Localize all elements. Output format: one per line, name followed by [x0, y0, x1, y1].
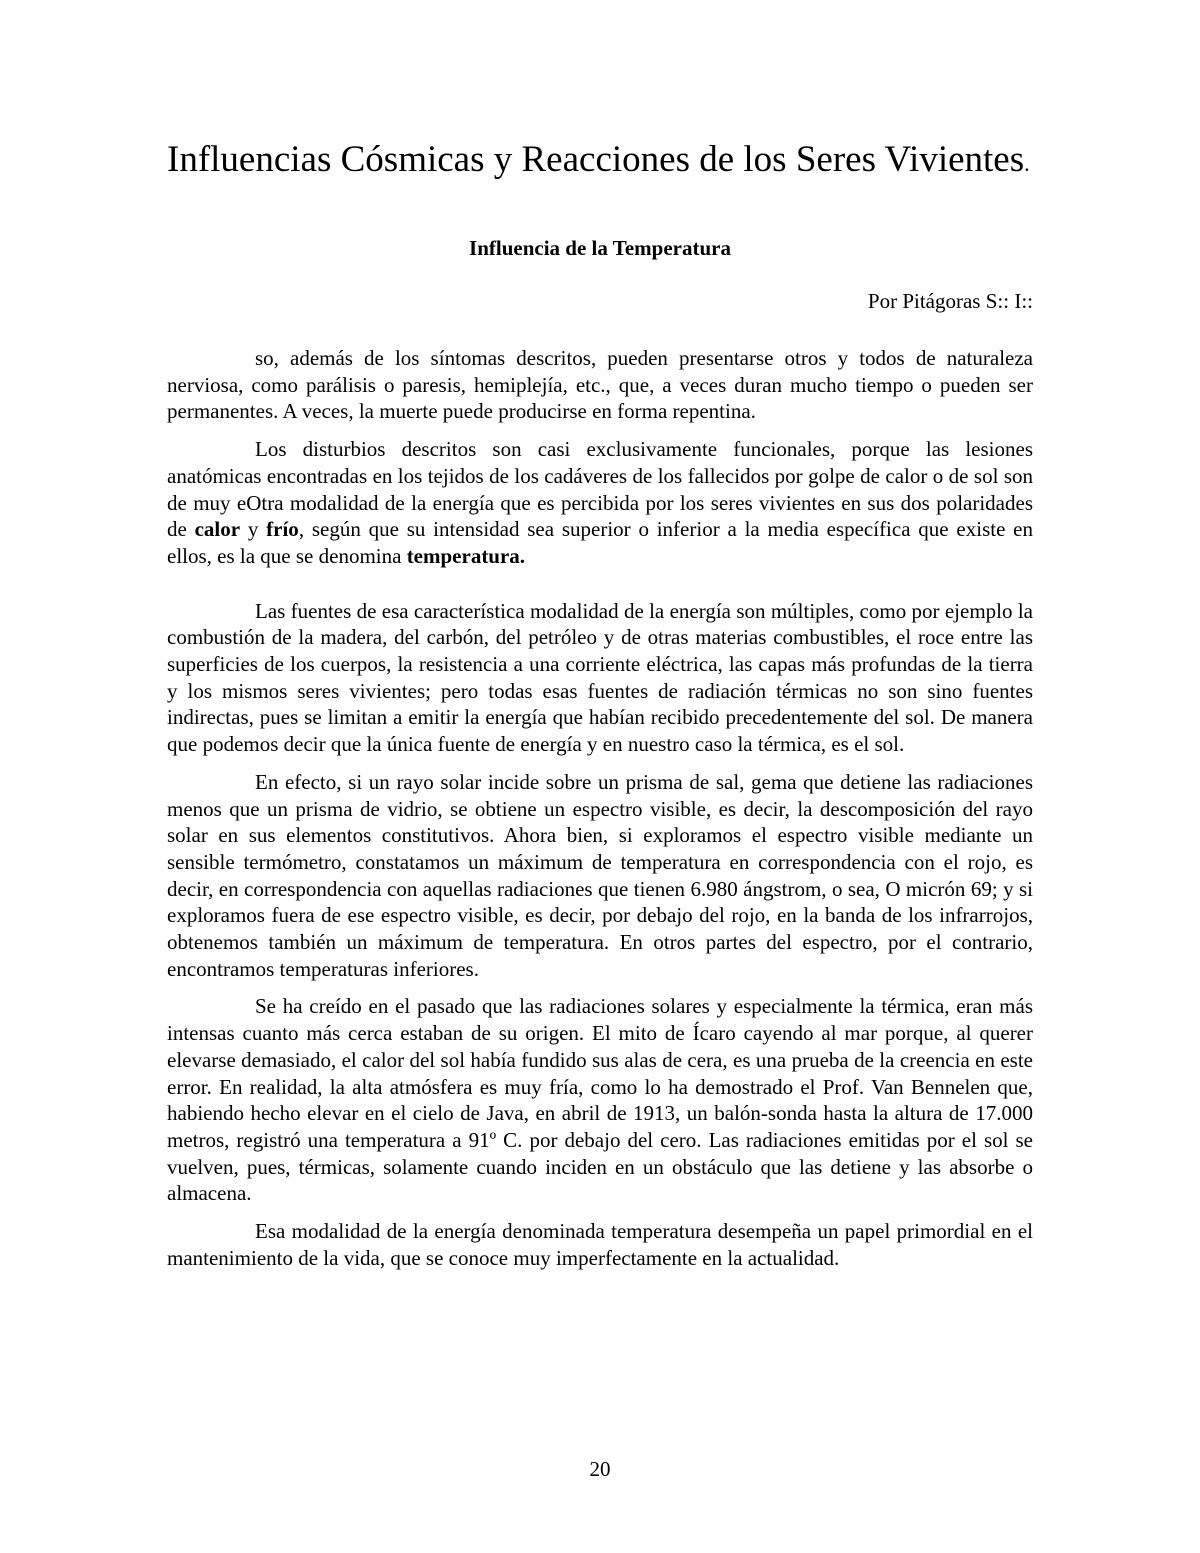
- paragraph-6: Esa modalidad de la energía denominada temperatura desempeña un papel primordial en el mantenimiento de la vida, que se conoce muy imperfectamente en la actualidad.: [167, 1219, 1033, 1270]
- paragraph-4: En efecto, si un rayo solar incide sobre un prisma de sal, gema que detiene las radiaciones menos que un prisma de vidrio, se obtiene un espectro visible, es decir, la descomposición del rayo solar en sus elementos constitutivos. Ahora bien, si exploramos el espectro visible mediante un sensible termómetro, constatamos un máximum de temperatura en correspondencia con el rojo, es decir, en correspondencia con aquellas radiaciones que tienen 6.980 ángstrom, o sea, O micrón 69; y si exploramos fuera de ese espectro visible, es decir, por debajo del rojo, en la banda de los infrarrojos, obtenemos también un máximum de temperatura. En otros partes del espectro, por el contrario, encontramos temperaturas inferiores.: [167, 769, 1033, 981]
- section-subtitle: Influencia de la Temperatura: [469, 236, 731, 260]
- article-body: [167, 345, 1033, 1283]
- paragraph-3: Las fuentes de esa característica modalidad de la energía son múltiples, como por ejemplo la combustión de la madera, del carbón, del petróleo y de otras materias combustibles, el roce entre las superficies de los cuerpos, la resistencia a una corriente eléctrica, las capas más profundas de la tierra y los mismos seres vivientes; pero todas esas fuentes de radiación térmicas no son sino fuentes indirectas, pues se limitan a emitir la energía que habían recibido precedentemente del sol. De manera que podemos decir que la única fuente de energía y en nuestro caso la térmica, es el sol.: [167, 598, 1033, 757]
- bold-term-frio: frío: [266, 517, 299, 542]
- paragraph-5: Se ha creído en el pasado que las radiaciones solares y especialmente la térmica, eran más intensas cuanto más cerca estaban de su origen. El mito de Ícaro cayendo al mar porque, al querer elevarse demasiado, el calor del sol había fundido sus alas de cera, es una prueba de la creencia en este error. En realidad, la alta atmósfera es muy fría, como lo ha demostrado el Prof. Van Bennelen que, habiendo hecho elevar en el cielo de Java, en abril de 1913, un balón-sonda hasta la altura de 17.000 metros, registró una temperatura a 91º C. por debajo del cero. Las radiaciones emitidas por el sol se vuelven, pues, térmicas, solamente cuando inciden en un obstáculo que las detiene y las absorbe o almacena.: [167, 994, 1033, 1206]
- document-title-text: Influencias Cósmicas y Reacciones de los Seres Vivientes: [167, 139, 1025, 180]
- paragraph-2-text-a: Los disturbios descritos son casi exclusivamente funcionales, porque las lesiones anatómicas encontradas en los tejidos de los cadáveres de los fallecidos por golpe de calor o de sol son de muy eOtra modalidad de la energía que es percibida por los seres vivientes en sus dos polaridades de: [167, 437, 1033, 542]
- paragraph-2-text-b: y: [240, 517, 267, 542]
- bold-term-calor: calor: [194, 517, 241, 542]
- document-title: [167, 138, 1030, 182]
- paragraph-2-text-c: , según que su intensidad sea superior o inferior a la media específica que existe en ellos, es la que se denomina: [167, 517, 1033, 568]
- paragraph-2: [167, 436, 1033, 570]
- bold-term-temperatura: temperatura.: [406, 543, 526, 568]
- page-number: 20: [589, 1457, 611, 1481]
- author-byline: Por Pitágoras S:: I::: [867, 289, 1033, 313]
- paragraph-1: so, además de los síntomas descritos, pueden presentarse otros y todos de naturaleza nerviosa, como parálisis o paresis, hemiplejía, etc., que, a veces duran mucho tiempo o pueden ser permanentes. A veces, la muerte puede producirse en forma repentina.: [167, 346, 1033, 424]
- document-title-period: .: [1024, 151, 1030, 176]
